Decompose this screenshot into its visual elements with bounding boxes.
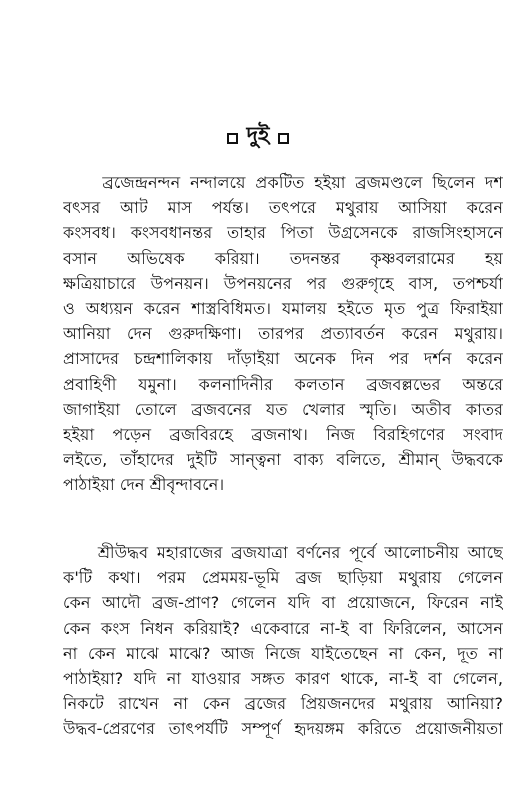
text-line: উদ্ধব-প্রেরণের তাৎপর্যটি সম্পূর্ণ হৃদয়ঙ্গম করিতে প্রয়োজনীয়তা <box>63 719 503 739</box>
text-line: পাঠাইয়া দেন শ্রীবৃন্দাবনে। <box>63 475 225 495</box>
text-line: ক্ষত্রিয়াচারে উপনয়ন। উপনয়নের পর গুরুগৃহে বাস, তপশ্চর্যা <box>63 273 503 293</box>
paragraph-1 <box>63 170 503 498</box>
text-line: ও অধ্যয়ন করেন শাস্ত্রবিধিমত। যমালয় হইতে মৃত পুত্র ফিরাইয়া <box>63 299 503 319</box>
text-line: কেন আদৌ ব্রজ-প্রাণ? গেলেন যদি বা প্রয়োজনে, ফিরেন নাই <box>63 593 503 613</box>
square-ornament-icon <box>227 133 238 144</box>
text-line: পাঠাইয়া? যদি না যাওয়ার সঙ্গত কারণ থাকে, না-ই বা গেলেন, <box>63 669 503 689</box>
square-ornament-icon <box>278 133 289 144</box>
text-line: আনিয়া দেন গুরুদক্ষিণা। তারপর প্রত্যাবর্তন করেন মথুরায়। <box>63 324 503 344</box>
text-line: না কেন মাঝে মাঝে? আজ নিজে যাইতেছেন না কেন, দূত না <box>63 643 503 663</box>
text-line: প্রবাহিণী যমুনা। কলনাদিনীর কলতান ব্রজবল্লভের অন্তরে <box>63 374 503 394</box>
chapter-title: দুই <box>246 123 270 148</box>
text-line: ব্রজেন্দ্রনন্দন নন্দালয়ে প্রকটিত হইয়া ব্রজমণ্ডলে ছিলেন দশ <box>63 173 503 192</box>
text-line: বৎসর আট মাস পর্যন্ত। তৎপরে মথুরায় আসিয়া করেন <box>63 198 503 218</box>
text-line: কংসবধ। কংসবধানন্তর তাহার পিতা উগ্রসেনকে রাজসিংহাসনে <box>63 223 503 243</box>
chapter-heading <box>0 118 516 155</box>
text-line: কেন কংস নিধন করিয়াই? একেবারে না-ই বা ফিরিলেন, আসেন <box>63 618 503 638</box>
text-line: নিকটে রাখেন না কেন ব্রজের প্রিয়জনদের মথুরায় আনিয়া? <box>63 694 503 714</box>
text-line: বসান অভিষেক করিয়া। তদনন্তর কৃষ্ণবলরামের হয় <box>63 248 503 268</box>
text-line: প্রাসাদের চন্দ্রশালিকায় দাঁড়াইয়া অনেক দিন পর দর্শন করেন <box>63 349 503 369</box>
text-line: শ্রীউদ্ধব মহারাজের ব্রজযাত্রা বর্ণনের পূর্বে আলোচনীয় আছে <box>63 543 503 562</box>
text-line: জাগাইয়া তোলে ব্রজবনের যত খেলার স্মৃতি। অতীব কাতর <box>63 399 503 419</box>
text-line: হইয়া পড়েন ব্রজবিরহে ব্রজনাথ। নিজ বিরহিগণের সংবাদ <box>63 425 503 445</box>
text-line: ক'টি কথা। পরম প্রেমময়-ভূমি ব্রজ ছাড়িয়া মথুরায় গেলেন <box>63 568 503 588</box>
paragraph-2 <box>63 540 503 742</box>
text-line: লইতে, তাঁহাদের দুইটি সান্ত্বনা বাক্য বলিতে, শ্রীমান্ উদ্ধবকে <box>63 450 503 470</box>
